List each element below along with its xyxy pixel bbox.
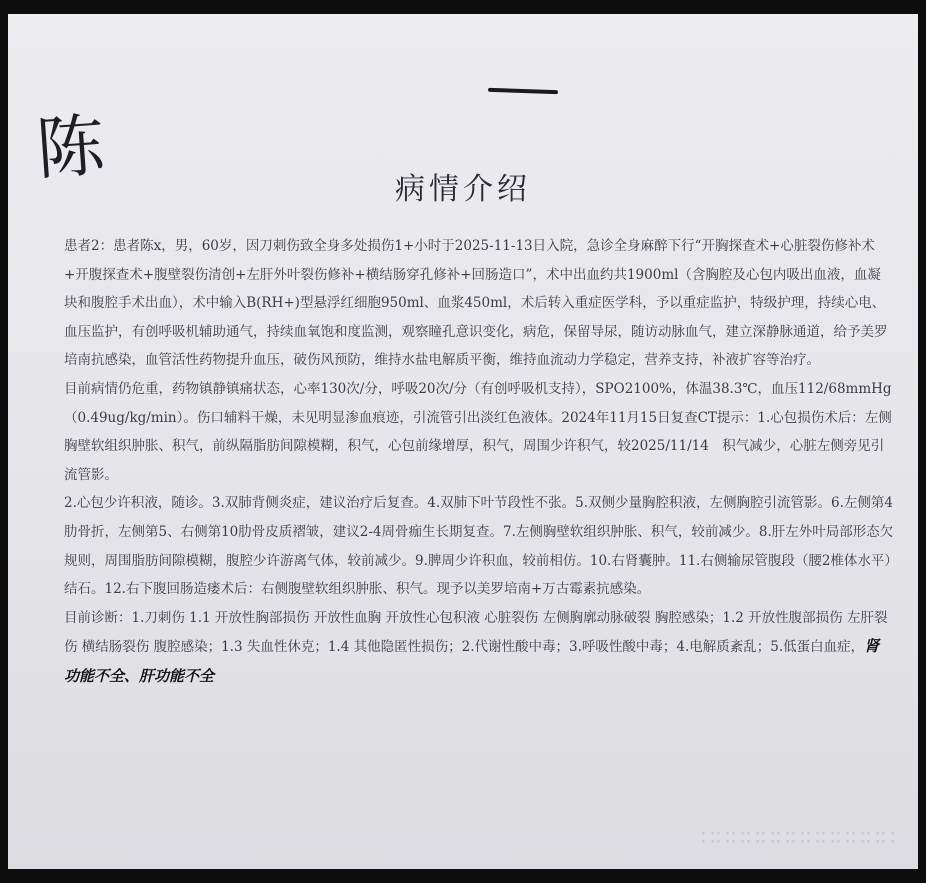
paragraph-history: 患者2：患者陈x，男，60岁，因刀刺伤致全身多处损伤1+小时于2025-11-13日入院，急诊全身麻醉下行“开胸探查术+心脏裂伤修补术+开腹探查术+腹壁裂伤清创+左肝外叶裂伤修补+横结肠穿孔修补+回肠造口”，术中出血约共1900ml（含胸腔及心包内吸出血液，血凝块和腹腔手术出血），术中输入B(RH+)型悬浮红细胞950ml、血浆450ml，术后转入重症医学科，予以重症监护，特级护理，持续心电、血压监护，有创呼吸机辅助通气，持续血氧饱和度监测，观察瞳孔意识变化，病危，保留导尿，随访动脉血气，建立深静脉通道，给予美罗培南抗感染，血管活性药物提升血压，破伤风预防，维持水盐电解质平衡，维持血流动力学稳定，营养支持，补液扩容等治疗。 <box>64 238 888 369</box>
watermark: ∷∷∷∷∷∷∷∷∷∷∷∷∷ <box>701 826 896 851</box>
diagnosis-text: 目前诊断：1.刀刺伤 1.1 开放性胸部损伤 开放性血胸 开放性心包积液 心脏裂伤 左侧胸廓动脉破裂 胸腔感染；1.2 开放性腹部损伤 左肝裂伤 横结肠裂伤 腹腔感染；1.3 失血性休克；1.4 其他隐匿性损伤；2.代谢性酸中毒；3.呼吸性酸中毒；4.电解质紊乱；5.低蛋白血症 <box>64 609 888 656</box>
handwritten-surname: 陈 <box>33 106 108 191</box>
document-title: 病情介绍 <box>395 172 531 207</box>
document-page <box>8 14 918 869</box>
paragraph-ct-findings: 2.心包少许积液，随诊。3.双肺背侧炎症，建议治疗后复查。4.双肺下叶节段性不张。5.双侧少量胸腔积液，左侧胸腔引流管影。6.左侧第4肋骨折，左侧第5、右侧第10肋骨皮质褶皱，建议2-4周骨痂生长期复查。7.左侧胸壁软组织肿胀、积气，较前减少。8.肝左外叶局部形态欠规则，周围脂肪间隙模糊，腹腔少许游离气体，较前减少。9.脾周少许积血，较前相仿。10.右肾囊肿。11.右侧输尿管腹段（腰2椎体水平）结石。12.右下腹回肠造瘘术后：右侧腹壁软组织肿胀、积气。现予以美罗培南+万古霉素抗感染。 <box>64 495 894 598</box>
document-body <box>64 232 894 692</box>
paragraph-current-status: 目前病情仍危重，药物镇静镇痛状态，心率130次/分，呼吸20次/分（有创呼吸机支持），SPO2100%，体温38.3℃，血压112/68mmHg（0.49ug/kg/min）。伤口辅料干燥，未见明显渗血痕迹，引流管引出淡红色液体。2024年11月15日复查CT提示：1.心包损伤术后：左侧胸壁软组织肿胀、积气，前纵隔脂肪间隙模糊，积气，心包前缘增厚，积气，周围少许积气，较2025/11/14 积气减少，心脏左侧旁见引流管影。 <box>64 380 892 483</box>
handwritten-note: 肾功能不全、肝功能不全 <box>64 637 880 685</box>
handwritten-dash-mark <box>488 88 558 94</box>
paragraph-diagnosis: 目前诊断：1.刀刺伤 1.1 开放性胸部损伤 开放性血胸 开放性心包积液 心脏裂伤 左侧胸廓动脉破裂 胸腔感染；1.2 开放性腹部损伤 左肝裂伤 横结肠裂伤 腹腔感染；1.3 失血性休克；1.4 其他隐匿性损伤；2.代谢性酸中毒；3.呼吸性酸中毒；4.电解质紊乱；5.低蛋白血症，肾功能不全、肝功能不全 <box>64 609 888 685</box>
